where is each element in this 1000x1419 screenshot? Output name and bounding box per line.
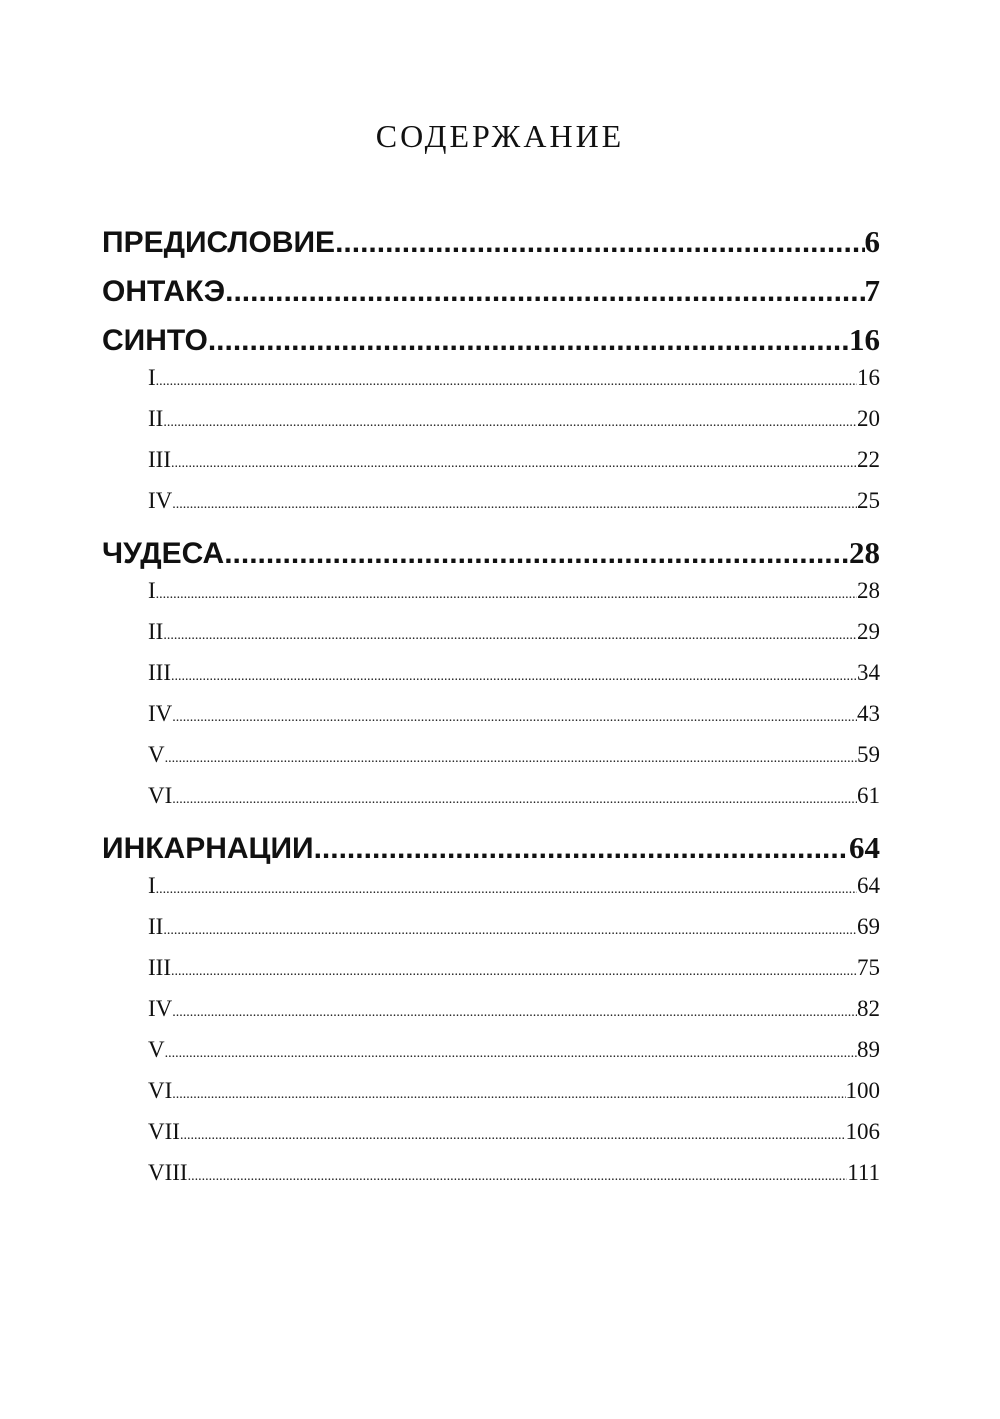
page-number: 28 bbox=[857, 578, 880, 603]
page-number: 100 bbox=[845, 1078, 880, 1103]
page-number: 20 bbox=[857, 406, 880, 431]
page-number: 6 bbox=[864, 224, 880, 259]
dot-leader bbox=[165, 1035, 857, 1072]
section-title: II bbox=[148, 619, 164, 644]
toc-chapter-preface[interactable] bbox=[102, 224, 880, 261]
toc-section-chudesa-3[interactable] bbox=[102, 654, 880, 695]
section-title: IV bbox=[148, 488, 173, 513]
page-number: 28 bbox=[849, 535, 880, 570]
toc-section-inkarnatsii-3[interactable] bbox=[102, 949, 880, 990]
section-title: VI bbox=[148, 1078, 173, 1103]
page-number: 89 bbox=[857, 1037, 880, 1062]
dot-leader bbox=[171, 953, 857, 990]
toc-section-inkarnatsii-8[interactable] bbox=[102, 1154, 880, 1195]
dot-leader bbox=[156, 576, 857, 613]
page-number: 22 bbox=[857, 447, 880, 472]
page-title: СОДЕРЖАНИЕ bbox=[375, 118, 625, 154]
dot-leader bbox=[314, 831, 849, 867]
toc-chapter-sinto[interactable] bbox=[102, 322, 880, 359]
page-number: 64 bbox=[857, 873, 880, 898]
toc-section-inkarnatsii-2[interactable] bbox=[102, 908, 880, 949]
page-number: 25 bbox=[857, 488, 880, 513]
dot-leader bbox=[172, 1076, 845, 1113]
page-number: 16 bbox=[857, 365, 880, 390]
toc-chapter-chudesa[interactable] bbox=[102, 535, 880, 572]
toc-chapter-inkarnatsii[interactable] bbox=[102, 830, 880, 867]
dot-leader bbox=[335, 225, 864, 261]
toc-section-chudesa-6[interactable] bbox=[102, 777, 880, 818]
page-number: 75 bbox=[857, 955, 880, 980]
dot-leader bbox=[163, 617, 857, 654]
toc-section-chudesa-5[interactable] bbox=[102, 736, 880, 777]
section-title: VII bbox=[148, 1119, 180, 1144]
page-number: 82 bbox=[857, 996, 880, 1021]
toc-section-inkarnatsii-1[interactable] bbox=[102, 867, 880, 908]
page-number: 69 bbox=[857, 914, 880, 939]
section-title: I bbox=[148, 365, 156, 390]
section-title: V bbox=[148, 1037, 165, 1062]
section-title: II bbox=[148, 406, 164, 431]
dot-leader bbox=[188, 1158, 848, 1195]
toc-section-sinto-2[interactable] bbox=[102, 400, 880, 441]
toc-section-inkarnatsii-4[interactable] bbox=[102, 990, 880, 1031]
section-title: VI bbox=[148, 783, 173, 808]
section-title: III bbox=[148, 660, 171, 685]
toc-section-chudesa-1[interactable] bbox=[102, 572, 880, 613]
dot-leader bbox=[172, 781, 857, 818]
chapter-title: ЧУДЕСА bbox=[102, 537, 225, 570]
dot-leader bbox=[225, 274, 864, 310]
dot-leader bbox=[180, 1117, 846, 1154]
page-number: 59 bbox=[857, 742, 880, 767]
chapter-title: СИНТО bbox=[102, 324, 208, 357]
chapter-title: ПРЕДИСЛОВИЕ bbox=[102, 226, 336, 259]
dot-leader bbox=[208, 323, 849, 359]
page-number: 64 bbox=[849, 830, 880, 865]
section-title: II bbox=[148, 914, 164, 939]
dot-leader bbox=[171, 445, 857, 482]
section-title: III bbox=[148, 955, 171, 980]
section-title: I bbox=[148, 873, 156, 898]
page-number: 106 bbox=[845, 1119, 880, 1144]
toc-section-inkarnatsii-6[interactable] bbox=[102, 1072, 880, 1113]
toc-section-inkarnatsii-7[interactable] bbox=[102, 1113, 880, 1154]
chapter-title: ИНКАРНАЦИИ bbox=[102, 832, 314, 865]
page-number: 111 bbox=[847, 1160, 880, 1185]
toc-section-chudesa-4[interactable] bbox=[102, 695, 880, 736]
dot-leader bbox=[172, 699, 857, 736]
page-number: 34 bbox=[857, 660, 880, 685]
section-title: I bbox=[148, 578, 156, 603]
page-number: 16 bbox=[849, 322, 880, 357]
page-number: 7 bbox=[864, 273, 880, 308]
dot-leader bbox=[224, 536, 849, 572]
dot-leader bbox=[172, 486, 857, 523]
toc-section-chudesa-2[interactable] bbox=[102, 613, 880, 654]
dot-leader bbox=[156, 363, 857, 400]
dot-leader bbox=[172, 994, 857, 1031]
section-title: IV bbox=[148, 701, 173, 726]
section-title: IV bbox=[148, 996, 173, 1021]
dot-leader bbox=[171, 658, 857, 695]
dot-leader bbox=[165, 740, 857, 777]
page-number: 29 bbox=[857, 619, 880, 644]
dot-leader bbox=[163, 912, 857, 949]
table-of-contents bbox=[102, 224, 880, 1195]
chapter-title: ОНТАКЭ bbox=[102, 275, 226, 308]
section-title: V bbox=[148, 742, 165, 767]
dot-leader bbox=[156, 871, 857, 908]
toc-chapter-ontake[interactable] bbox=[102, 273, 880, 310]
toc-section-sinto-4[interactable] bbox=[102, 482, 880, 523]
page-number: 43 bbox=[857, 701, 880, 726]
toc-section-sinto-3[interactable] bbox=[102, 441, 880, 482]
page-number: 61 bbox=[857, 783, 880, 808]
dot-leader bbox=[163, 404, 857, 441]
section-title: III bbox=[148, 447, 171, 472]
toc-section-sinto-1[interactable] bbox=[102, 359, 880, 400]
section-title: VIII bbox=[148, 1160, 188, 1185]
toc-section-inkarnatsii-5[interactable] bbox=[102, 1031, 880, 1072]
